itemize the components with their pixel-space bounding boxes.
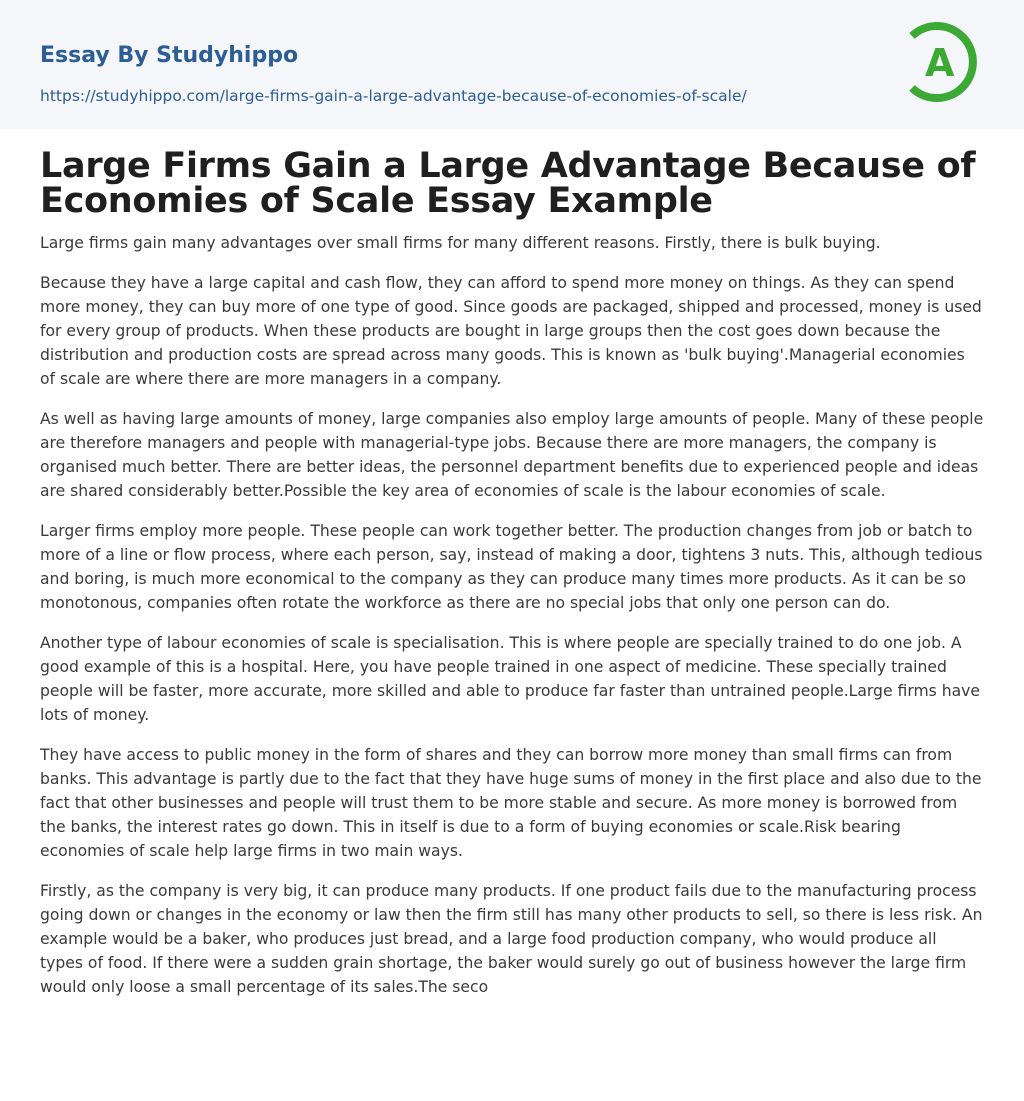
site-header bbox=[0, 0, 1024, 129]
article-paragraph: Larger firms employ more people. These people can work together better. The production changes from job or batch to more of a line or flow process, where each person, say, instead of making a door, tightens 3 nuts. This, although tedious and boring, is much more economical to the company as they can produce many times more products. As it can be so monotonous, companies often rotate the workforce as there are no special jobs that only one person can do. bbox=[40, 522, 983, 612]
page-title: Large Firms Gain a Large Advantage Because of Economies of Scale Essay Example bbox=[40, 146, 976, 221]
article bbox=[0, 146, 1024, 999]
article-paragraph: Large firms gain many advantages over small firms for many different reasons. Firstly, there is bulk buying. bbox=[40, 234, 881, 252]
source-url-link[interactable]: https://studyhippo.com/large-firms-gain-a-large-advantage-because-of-economies-of-scale/ bbox=[40, 87, 747, 105]
article-paragraph: They have access to public money in the form of shares and they can borrow more money than small firms can from banks. This advantage is partly due to the fact that they have huge sums of money in the first place and also due to the fact that other businesses and people will trust them to be more stable and secure. As more money is borrowed from the banks, the interest rates go down. This in itself is due to a form of buying economies or scale.Risk bearing economies of scale help large firms in two main ways. bbox=[40, 746, 982, 860]
article-paragraph: Another type of labour economies of scale is specialisation. This is where people are specially trained to do one job. A good example of this is a hospital. Here, you have people trained in one aspect of medicine. These specially trained people will be faster, more accurate, more skilled and able to produce far faster than untrained people.Large firms have lots of money. bbox=[40, 634, 981, 724]
site-brand[interactable]: Essay By Studyhippo bbox=[40, 43, 299, 68]
logo-letter: A bbox=[925, 41, 955, 85]
article-paragraph: Because they have a large capital and cash flow, they can afford to spend more money on things. As they can spend more money, they can buy more of one type of good. Since goods are packaged, shipped and processed, money is used for every group of products. When these products are bought in large groups then the cost goes down because the distribution and production costs are spread across many goods. This is known as 'bulk buying'.Managerial economies of scale are where there are more managers in a company. bbox=[40, 274, 982, 388]
article-paragraph: Firstly, as the company is very big, it can produce many products. If one product fails due to the manufacturing process going down or changes in the economy or law then the firm still has many other products to sell, so there is less risk. An example would be a baker, who produces just bread, and a large food production company, who would produce all types of food. If there were a sudden grain shortage, the baker would surely go out of business however the large firm would only loose a small percentage of its sales.The seco bbox=[40, 882, 983, 996]
studyhippo-logo-icon[interactable] bbox=[898, 19, 984, 105]
article-paragraph: As well as having large amounts of money, large companies also employ large amounts of people. Many of these people are therefore managers and people with managerial-type jobs. Because there are more managers, the company is organised much better. There are better ideas, the personnel department benefits due to experienced people and ideas are shared considerably better.Possible the key area of economies of scale is the labour economies of scale. bbox=[40, 410, 984, 500]
